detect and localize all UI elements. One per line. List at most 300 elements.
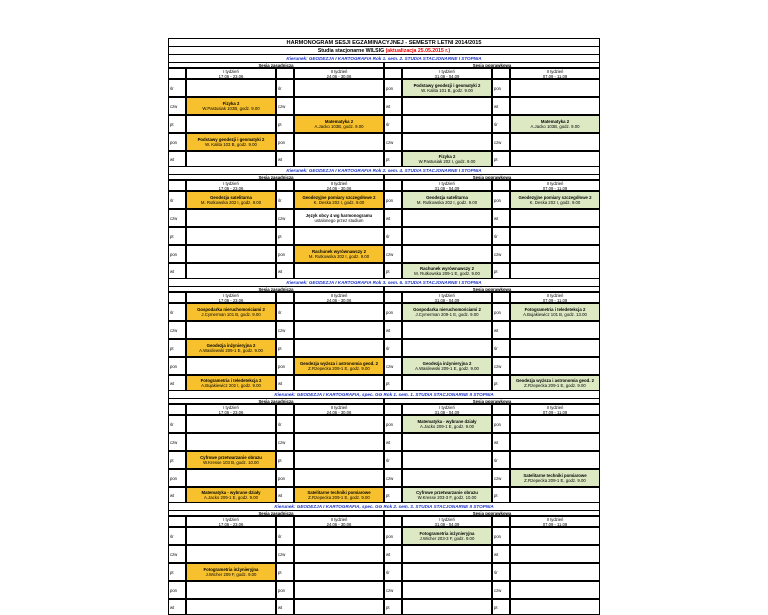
week-label bbox=[186, 292, 276, 303]
exam-entry bbox=[187, 192, 275, 208]
exam-cell bbox=[510, 263, 600, 279]
exam-details: K. Deska 202 I, godz. 9.00 bbox=[529, 200, 581, 205]
day-label: śr bbox=[168, 191, 186, 209]
exam-cell bbox=[186, 245, 276, 263]
exam-details: Z.Rzepecka 209-1 E, godz. 9.00 bbox=[308, 366, 370, 371]
day-label: śr bbox=[384, 339, 402, 357]
day-label: czw bbox=[492, 245, 510, 263]
day-label: wt bbox=[492, 433, 510, 451]
exam-cell bbox=[186, 433, 276, 451]
day-spacer bbox=[276, 68, 294, 79]
day-label: pt bbox=[492, 487, 510, 503]
kierunek-header: Kierunek: GEODEZJA I KARTOGRAFIA Rok 2. sem. 4. STUDIA STACJONARNE I STOPNIA bbox=[168, 167, 600, 174]
week-text: II tydzień bbox=[546, 404, 564, 410]
exam-subject: Fizyka 2 bbox=[438, 154, 456, 159]
exam-cell bbox=[186, 563, 276, 581]
day-label: pt bbox=[384, 151, 402, 167]
exam-details: W. Kalita 103 B, godz. 9.00 bbox=[205, 142, 257, 147]
exam-details: W.Pastusiak 202 I, godz. 9.00 bbox=[418, 159, 476, 164]
day-spacer bbox=[492, 404, 510, 415]
exam-cell bbox=[294, 581, 384, 599]
exam-subject: Gospodarka nieruchomościami 2 bbox=[413, 307, 481, 312]
day-label: wt bbox=[276, 375, 294, 391]
day-label: wt bbox=[276, 599, 294, 615]
week-text: II tydzień bbox=[330, 404, 348, 410]
week-text: II tydzień bbox=[330, 292, 348, 298]
exam-subject: Geodezja inżynieryjna 2 bbox=[206, 343, 256, 348]
day-label: czw bbox=[168, 433, 186, 451]
exam-cell bbox=[186, 79, 276, 97]
exam-cell bbox=[186, 415, 276, 433]
week-label bbox=[402, 180, 492, 191]
exam-cell bbox=[510, 527, 600, 545]
day-label: śr bbox=[384, 451, 402, 469]
exam-entry bbox=[187, 98, 275, 114]
day-label: wt bbox=[384, 545, 402, 563]
day-label: czw bbox=[276, 545, 294, 563]
exam-entry bbox=[187, 452, 275, 468]
day-label: śr bbox=[276, 527, 294, 545]
week-label bbox=[402, 404, 492, 415]
session-main-label: Sesja zasadnicza bbox=[168, 62, 384, 68]
day-label: pt bbox=[492, 263, 510, 279]
exam-details: K. Deska 202 I, godz. 9.00 bbox=[313, 200, 365, 205]
exam-cell bbox=[510, 487, 600, 503]
day-label: czw bbox=[492, 581, 510, 599]
exam-cell bbox=[510, 433, 600, 451]
day-label: pt bbox=[168, 115, 186, 133]
exam-subject: Podstawy geodezji i geomatyki 2 bbox=[413, 83, 481, 88]
exam-details: ustalonego przez studium bbox=[314, 218, 364, 223]
exam-cell bbox=[294, 227, 384, 245]
week-label bbox=[186, 180, 276, 191]
week-text: 31.08 - 04.09 bbox=[434, 185, 460, 191]
exam-cell bbox=[510, 151, 600, 167]
exam-cell bbox=[186, 263, 276, 279]
exam-cell bbox=[510, 375, 600, 391]
exam-cell bbox=[402, 415, 492, 433]
exam-cell bbox=[294, 469, 384, 487]
day-label: wt bbox=[492, 209, 510, 227]
exam-details: J.Wicher 209 F, godz. 9.00 bbox=[205, 572, 257, 577]
exam-details: Z.Rzepecka 209-1 E, godz. 9.00 bbox=[524, 478, 586, 483]
exam-cell bbox=[186, 375, 276, 391]
week-text: 31.08 - 04.09 bbox=[434, 409, 460, 415]
day-label: pon bbox=[492, 191, 510, 209]
day-spacer bbox=[168, 292, 186, 303]
exam-cell bbox=[294, 563, 384, 581]
exam-cell bbox=[186, 133, 276, 151]
week-label bbox=[294, 180, 384, 191]
day-label: śr bbox=[276, 79, 294, 97]
exam-cell bbox=[510, 191, 600, 209]
session-retake-label: Sesja poprawkowa bbox=[384, 510, 600, 516]
day-spacer bbox=[384, 68, 402, 79]
day-label: śr bbox=[384, 563, 402, 581]
exam-details: J.Wicher 203-3 F, godz. 9.00 bbox=[419, 536, 475, 541]
exam-entry bbox=[295, 488, 383, 502]
day-label: pt bbox=[492, 151, 510, 167]
exam-cell bbox=[402, 191, 492, 209]
exam-cell bbox=[402, 599, 492, 615]
exam-cell bbox=[402, 451, 492, 469]
exam-subject: Matematyka - wybrane działy bbox=[417, 419, 477, 424]
exam-details: A.Jacko 209-1 E, godz. 9.00 bbox=[420, 424, 474, 429]
day-spacer bbox=[384, 516, 402, 527]
table-row bbox=[168, 527, 600, 545]
day-label: wt bbox=[168, 375, 186, 391]
day-spacer bbox=[276, 180, 294, 191]
exam-cell bbox=[294, 79, 384, 97]
exam-details: A.Wasilewski 209-1 E, godz. 9.00 bbox=[415, 366, 479, 371]
day-label: wt bbox=[492, 97, 510, 115]
day-spacer bbox=[168, 404, 186, 415]
exam-subject: Fotogrametria inżynieryjna bbox=[419, 531, 475, 536]
day-label: wt bbox=[168, 487, 186, 503]
exam-entry bbox=[295, 192, 383, 208]
table-row bbox=[168, 191, 600, 209]
exam-cell bbox=[510, 209, 600, 227]
exam-cell bbox=[294, 191, 384, 209]
table-row bbox=[168, 545, 600, 563]
table-row bbox=[168, 209, 600, 227]
week-label bbox=[294, 68, 384, 79]
day-label: pon bbox=[276, 581, 294, 599]
exam-details: M. Rutkowska 209-1 E, godz. 9.00 bbox=[414, 271, 480, 276]
exam-details: A.Jacko 209-1 E, godz. 9.00 bbox=[204, 495, 258, 500]
week-text: 07.09 - 11.09 bbox=[542, 73, 568, 79]
day-spacer bbox=[384, 292, 402, 303]
exam-cell bbox=[186, 599, 276, 615]
exam-cell bbox=[294, 209, 384, 227]
day-label: wt bbox=[384, 209, 402, 227]
exam-subject: Geodezyjne pomiary szczegółowe 2 bbox=[518, 195, 592, 200]
session-main-label: Sesja zasadnicza bbox=[168, 286, 384, 292]
exam-cell bbox=[402, 469, 492, 487]
exam-cell bbox=[294, 599, 384, 615]
exam-cell bbox=[510, 339, 600, 357]
exam-subject: Fotogrametria inżynieryjna bbox=[203, 567, 259, 572]
week-label bbox=[510, 516, 600, 527]
day-label: śr bbox=[276, 303, 294, 321]
week-text: 24.06 - 30.06 bbox=[326, 73, 352, 79]
exam-entry bbox=[511, 116, 599, 132]
day-spacer bbox=[276, 516, 294, 527]
exam-subject: Matematyka - wybrane działy bbox=[201, 490, 261, 495]
exam-cell bbox=[402, 245, 492, 263]
exam-cell bbox=[402, 433, 492, 451]
exam-cell bbox=[186, 545, 276, 563]
exam-cell bbox=[510, 97, 600, 115]
day-spacer bbox=[168, 180, 186, 191]
exam-cell bbox=[294, 433, 384, 451]
exam-cell bbox=[402, 339, 492, 357]
exam-cell bbox=[186, 451, 276, 469]
exam-entry bbox=[295, 358, 383, 374]
session-main-label: Sesja zasadnicza bbox=[168, 398, 384, 404]
exam-subject: Geodezyjne pomiary szczegółowe 2 bbox=[302, 195, 376, 200]
exam-entry bbox=[403, 528, 491, 544]
exam-subject: Język obcy 4 wg harmonogramu bbox=[305, 213, 373, 218]
exam-cell bbox=[186, 115, 276, 133]
exam-cell bbox=[402, 545, 492, 563]
day-label: pon bbox=[384, 415, 402, 433]
day-label: śr bbox=[492, 115, 510, 133]
exam-cell bbox=[294, 487, 384, 503]
week-label bbox=[510, 180, 600, 191]
exam-cell bbox=[186, 151, 276, 167]
exam-cell bbox=[402, 321, 492, 339]
week-label bbox=[186, 516, 276, 527]
day-label: czw bbox=[492, 469, 510, 487]
week-text: 24.06 - 30.06 bbox=[326, 521, 352, 527]
day-label: pon bbox=[492, 415, 510, 433]
exam-cell bbox=[402, 227, 492, 245]
day-label: czw bbox=[384, 581, 402, 599]
exam-entry bbox=[187, 564, 275, 580]
week-label bbox=[510, 404, 600, 415]
day-label: wt bbox=[168, 599, 186, 615]
kierunek-header: Kierunek: GEODEZJA I KARTOGRAFIA Rok 1. sem. 2. STUDIA STACJONARNE I STOPNIA bbox=[168, 55, 600, 62]
exam-cell bbox=[294, 375, 384, 391]
exam-subject: Matematyka 2 bbox=[324, 119, 354, 124]
day-label: pt bbox=[492, 375, 510, 391]
kierunek-header: Kierunek: GEODEZJA I KARTOGRAFIA Rok 3. sem. 6. STUDIA STACJONARNE I STOPNIA bbox=[168, 279, 600, 286]
day-label: śr bbox=[168, 303, 186, 321]
subtitle-main: Studia stacjonarne WILSIG bbox=[317, 48, 385, 54]
exam-entry bbox=[295, 116, 383, 132]
week-label bbox=[402, 516, 492, 527]
table-row bbox=[168, 303, 600, 321]
exam-details: W. Kalita 101 B, godz. 9.00 bbox=[421, 88, 473, 93]
day-spacer bbox=[276, 404, 294, 415]
table-row bbox=[168, 487, 600, 503]
table-row bbox=[168, 415, 600, 433]
exam-cell bbox=[510, 303, 600, 321]
exam-details: M. Rutkowska 202 I, godz. 9.00 bbox=[416, 200, 478, 205]
table-row bbox=[168, 245, 600, 263]
table-row bbox=[168, 97, 600, 115]
week-text: II tydzień bbox=[546, 516, 564, 522]
exam-cell bbox=[186, 209, 276, 227]
table-row bbox=[168, 357, 600, 375]
exam-subject: Geodezja satelitarna bbox=[426, 195, 468, 200]
day-label: śr bbox=[492, 339, 510, 357]
exam-entry bbox=[187, 340, 275, 356]
week-text: I tydzień bbox=[439, 292, 455, 298]
exam-cell bbox=[294, 545, 384, 563]
table-row bbox=[168, 263, 600, 279]
day-label: śr bbox=[492, 227, 510, 245]
exam-details: A.Jacko 103B, godz. 9.00 bbox=[530, 124, 580, 129]
exam-cell bbox=[186, 227, 276, 245]
day-label: pon bbox=[492, 527, 510, 545]
day-spacer bbox=[492, 292, 510, 303]
day-label: pon bbox=[384, 527, 402, 545]
day-label: czw bbox=[384, 245, 402, 263]
exam-subject: Gospodarka nieruchomościami 2 bbox=[197, 307, 265, 312]
week-text: 24.06 - 30.06 bbox=[326, 185, 352, 191]
week-label bbox=[294, 404, 384, 415]
day-label: czw bbox=[168, 209, 186, 227]
exam-cell bbox=[294, 527, 384, 545]
exam-cell bbox=[294, 357, 384, 375]
exam-subject: Podstawy geodezji i geomatyki 2 bbox=[197, 137, 265, 142]
exam-cell bbox=[186, 357, 276, 375]
exam-cell bbox=[510, 545, 600, 563]
exam-subject: Geodezja wyższa i astronomia geod. 2 bbox=[515, 378, 595, 383]
session-retake-label: Sesja poprawkowa bbox=[384, 286, 600, 292]
day-label: śr bbox=[276, 191, 294, 209]
week-text: 07.09 - 11.09 bbox=[542, 409, 568, 415]
day-label: pon bbox=[384, 191, 402, 209]
exam-cell bbox=[402, 357, 492, 375]
day-label: pon bbox=[168, 581, 186, 599]
exam-entry bbox=[403, 416, 491, 432]
exam-cell bbox=[294, 339, 384, 357]
day-spacer bbox=[168, 516, 186, 527]
week-label bbox=[402, 292, 492, 303]
exam-entry bbox=[187, 134, 275, 150]
week-label bbox=[294, 292, 384, 303]
week-text: 31.08 - 04.09 bbox=[434, 297, 460, 303]
exam-cell bbox=[186, 527, 276, 545]
page-subtitle bbox=[168, 47, 600, 55]
exam-entry bbox=[511, 192, 599, 208]
table-row bbox=[168, 133, 600, 151]
exam-subject: Geodezja satelitarna bbox=[210, 195, 252, 200]
week-text: II tydzień bbox=[330, 68, 348, 74]
week-text: II tydzień bbox=[330, 180, 348, 186]
day-label: czw bbox=[276, 321, 294, 339]
day-label: śr bbox=[168, 415, 186, 433]
exam-cell bbox=[294, 133, 384, 151]
day-label: czw bbox=[276, 97, 294, 115]
section bbox=[168, 55, 600, 167]
exam-cell bbox=[402, 209, 492, 227]
exam-cell bbox=[402, 263, 492, 279]
exam-entry bbox=[511, 470, 599, 486]
day-spacer bbox=[384, 404, 402, 415]
exam-cell bbox=[402, 581, 492, 599]
day-label: śr bbox=[168, 79, 186, 97]
exam-cell bbox=[402, 133, 492, 151]
day-label: pt bbox=[168, 563, 186, 581]
week-text: I tydzień bbox=[223, 68, 239, 74]
day-label: czw bbox=[168, 545, 186, 563]
day-label: pon bbox=[276, 133, 294, 151]
week-label bbox=[186, 404, 276, 415]
day-label: pon bbox=[384, 303, 402, 321]
day-label: czw bbox=[168, 321, 186, 339]
exam-details: A.Wasilewski 209-1 E, godz. 9.00 bbox=[199, 348, 263, 353]
exam-entry bbox=[511, 376, 599, 390]
exam-cell bbox=[186, 581, 276, 599]
day-label: pon bbox=[168, 133, 186, 151]
week-text: 17.06 - 23.06 bbox=[218, 521, 244, 527]
exam-cell bbox=[294, 263, 384, 279]
day-spacer bbox=[384, 180, 402, 191]
exam-cell bbox=[402, 563, 492, 581]
week-label bbox=[294, 516, 384, 527]
exam-entry bbox=[403, 264, 491, 278]
exam-entry bbox=[403, 304, 491, 320]
exam-cell bbox=[510, 245, 600, 263]
day-label: pon bbox=[168, 357, 186, 375]
exam-details: W.Kresse 203-3 F, godz. 10.00 bbox=[417, 495, 477, 500]
week-header bbox=[168, 180, 600, 191]
day-label: pt bbox=[384, 487, 402, 503]
week-label bbox=[510, 68, 600, 79]
exam-cell bbox=[402, 115, 492, 133]
day-label: wt bbox=[492, 545, 510, 563]
day-label: pt bbox=[276, 563, 294, 581]
exam-cell bbox=[294, 245, 384, 263]
day-label: pt bbox=[492, 599, 510, 615]
week-text: II tydzień bbox=[546, 180, 564, 186]
exam-details: W.Kresse 103 B, godz. 10.00 bbox=[203, 460, 259, 465]
day-label: wt bbox=[276, 487, 294, 503]
day-label: pt bbox=[276, 227, 294, 245]
week-header bbox=[168, 516, 600, 527]
week-text: 24.06 - 30.06 bbox=[326, 409, 352, 415]
table-row bbox=[168, 563, 600, 581]
day-label: czw bbox=[492, 357, 510, 375]
exam-entry bbox=[295, 246, 383, 262]
exam-details: A.Bujakiewicz 101 B, godz. 13.00 bbox=[523, 312, 587, 317]
day-label: czw bbox=[492, 133, 510, 151]
exam-cell bbox=[510, 451, 600, 469]
week-text: 07.09 - 11.09 bbox=[542, 297, 568, 303]
session-retake-label: Sesja poprawkowa bbox=[384, 62, 600, 68]
exam-cell bbox=[186, 97, 276, 115]
exam-details: M. Rutkowska 202 I, godz. 9.00 bbox=[200, 200, 262, 205]
exam-subject: Rachunek wyrównawczy 2 bbox=[420, 266, 474, 271]
exam-details: M. Rutkowska 202 I, godz. 9.00 bbox=[308, 254, 370, 259]
exam-subject: Rachunek wyrównawczy 2 bbox=[312, 249, 366, 254]
exam-cell bbox=[186, 487, 276, 503]
day-spacer bbox=[492, 516, 510, 527]
day-label: czw bbox=[168, 97, 186, 115]
page-title: HARMONOGRAM SESJI EGZAMINACYJNEJ - SEMESTR LETNI 2014/2015 bbox=[168, 38, 600, 47]
week-text: 31.08 - 04.09 bbox=[434, 73, 460, 79]
exam-subject: Geodezja inżynieryjna 2 bbox=[422, 361, 472, 366]
day-label: wt bbox=[492, 321, 510, 339]
exam-entry bbox=[295, 210, 383, 226]
exam-cell bbox=[294, 321, 384, 339]
exam-details: W.Pastusiak 103B, godz. 9.00 bbox=[202, 106, 260, 111]
week-text: 17.06 - 23.06 bbox=[218, 73, 244, 79]
week-label bbox=[402, 68, 492, 79]
day-label: wt bbox=[168, 151, 186, 167]
exam-cell bbox=[510, 357, 600, 375]
exam-cell bbox=[510, 563, 600, 581]
day-label: śr bbox=[492, 451, 510, 469]
week-header bbox=[168, 404, 600, 415]
day-spacer bbox=[492, 180, 510, 191]
exam-cell bbox=[294, 303, 384, 321]
day-spacer bbox=[168, 68, 186, 79]
week-header bbox=[168, 292, 600, 303]
day-label: śr bbox=[168, 527, 186, 545]
day-label: pt bbox=[168, 451, 186, 469]
exam-cell bbox=[402, 487, 492, 503]
day-label: pon bbox=[276, 469, 294, 487]
section bbox=[168, 503, 600, 615]
week-text: II tydzień bbox=[546, 68, 564, 74]
session-retake-label: Sesja poprawkowa bbox=[384, 174, 600, 180]
day-label: wt bbox=[384, 433, 402, 451]
